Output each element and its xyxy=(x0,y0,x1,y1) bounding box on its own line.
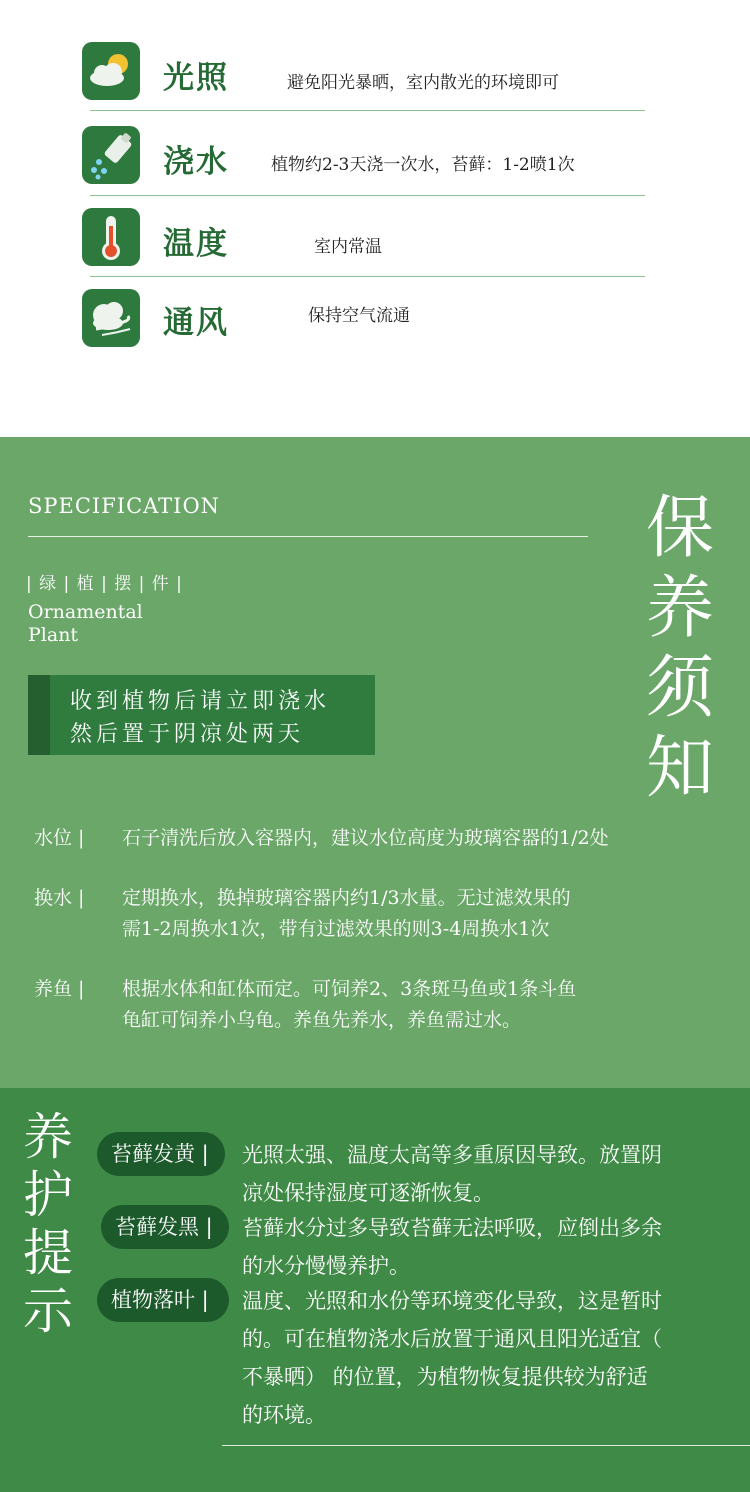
tip-line: 不暴晒） 的位置，为植物恢复提供较为舒适 xyxy=(242,1365,648,1389)
divider xyxy=(90,276,645,277)
spec-item-line: 龟缸可饲养小乌龟。养鱼先养水，养鱼需过水。 xyxy=(122,1009,522,1031)
spec-item-line: 需1-2周换水1次，带有过滤效果的则3-4周换水1次 xyxy=(122,918,550,940)
care-label: 通风 xyxy=(163,305,229,341)
tip-text xyxy=(242,1136,732,1212)
vertical-char: 须 xyxy=(645,649,714,728)
watering-icon xyxy=(82,126,140,184)
vertical-title xyxy=(18,1108,78,1340)
tip-line: 温度、光照和水份等环境变化导致，这是暂时 xyxy=(242,1289,662,1313)
tip-label: 植物落叶 | xyxy=(97,1278,229,1322)
tip-line: 的环境。 xyxy=(242,1403,326,1427)
spec-item-key: 换水 | xyxy=(34,887,85,909)
tip-text xyxy=(242,1282,732,1434)
tip-line: 苔藓水分过多导致苔藓无法呼吸，应倒出多余 xyxy=(242,1216,662,1240)
wind-icon xyxy=(82,289,140,347)
spec-item-value xyxy=(122,974,732,1036)
notice-line: 收到植物后请立即浇水 xyxy=(70,689,331,714)
care-row-water xyxy=(0,124,750,204)
tip-line: 的。可在植物浇水后放置于通风且阳光适宜（ xyxy=(242,1327,662,1351)
spec-subtitle-en xyxy=(28,601,143,647)
divider xyxy=(90,195,645,196)
spec-item-value xyxy=(122,883,732,945)
spec-item-line: 石子清洗后放入容器内，建议水位高度为玻璃容器的1/2处 xyxy=(122,827,609,849)
care-desc: 保持空气流通 xyxy=(308,306,410,326)
spec-subtitle-en-line: Ornamental xyxy=(28,601,143,623)
vertical-char: 示 xyxy=(23,1282,73,1340)
tip-line: 的水分慢慢养护。 xyxy=(242,1254,410,1278)
care-table xyxy=(0,0,750,437)
specification-section xyxy=(0,437,750,1088)
notice-box xyxy=(28,675,375,755)
spec-item-key: 水位 | xyxy=(34,827,85,849)
care-desc: 室内常温 xyxy=(314,237,382,257)
tip-label: 苔藓发黑 | xyxy=(101,1205,229,1249)
vertical-char: 提 xyxy=(23,1224,73,1282)
tip-line: 光照太强、温度太高等多重原因导致。放置阴 xyxy=(242,1143,662,1167)
spec-item-line: 定期换水，换掉玻璃容器内约1/3水量。无过滤效果的 xyxy=(122,887,571,909)
care-row-light xyxy=(0,40,750,120)
care-row-temperature xyxy=(0,206,750,286)
care-label: 浇水 xyxy=(163,144,229,180)
care-tips-section xyxy=(0,1088,750,1492)
tip-label: 苔藓发黄 | xyxy=(97,1132,225,1176)
vertical-char: 知 xyxy=(645,729,714,808)
vertical-char: 保 xyxy=(645,489,714,568)
spec-item-value xyxy=(122,823,732,854)
spec-subtitle-cn: | 绿 | 植 | 摆 | 件 | xyxy=(26,574,183,594)
care-label: 光照 xyxy=(163,60,229,96)
vertical-char: 养 xyxy=(23,1108,73,1166)
tip-text xyxy=(242,1209,732,1285)
care-row-ventilation xyxy=(0,287,750,367)
spec-item-key: 养鱼 | xyxy=(34,978,85,1000)
notice-line: 然后置于阴凉处两天 xyxy=(70,722,305,747)
divider xyxy=(28,536,588,537)
thermometer-icon xyxy=(82,208,140,266)
sun-cloud-icon xyxy=(82,42,140,100)
spec-item-line: 根据水体和缸体而定。可饲养2、3条斑马鱼或1条斗鱼 xyxy=(122,978,577,1000)
tip-line: 凉处保持湿度可逐渐恢复。 xyxy=(242,1181,494,1205)
spec-subtitle-en-line: Plant xyxy=(28,624,79,646)
spec-title: SPECIFICATION xyxy=(28,494,221,518)
vertical-title xyxy=(640,489,720,809)
care-desc: 植物约2-3天浇一次水，苔藓：1-2喷1次 xyxy=(271,155,575,175)
divider xyxy=(222,1445,750,1446)
vertical-char: 护 xyxy=(23,1166,73,1224)
care-label: 温度 xyxy=(163,226,229,262)
vertical-char: 养 xyxy=(645,569,714,648)
care-desc: 避免阳光暴晒，室内散光的环境即可 xyxy=(287,73,559,93)
divider xyxy=(90,110,645,111)
